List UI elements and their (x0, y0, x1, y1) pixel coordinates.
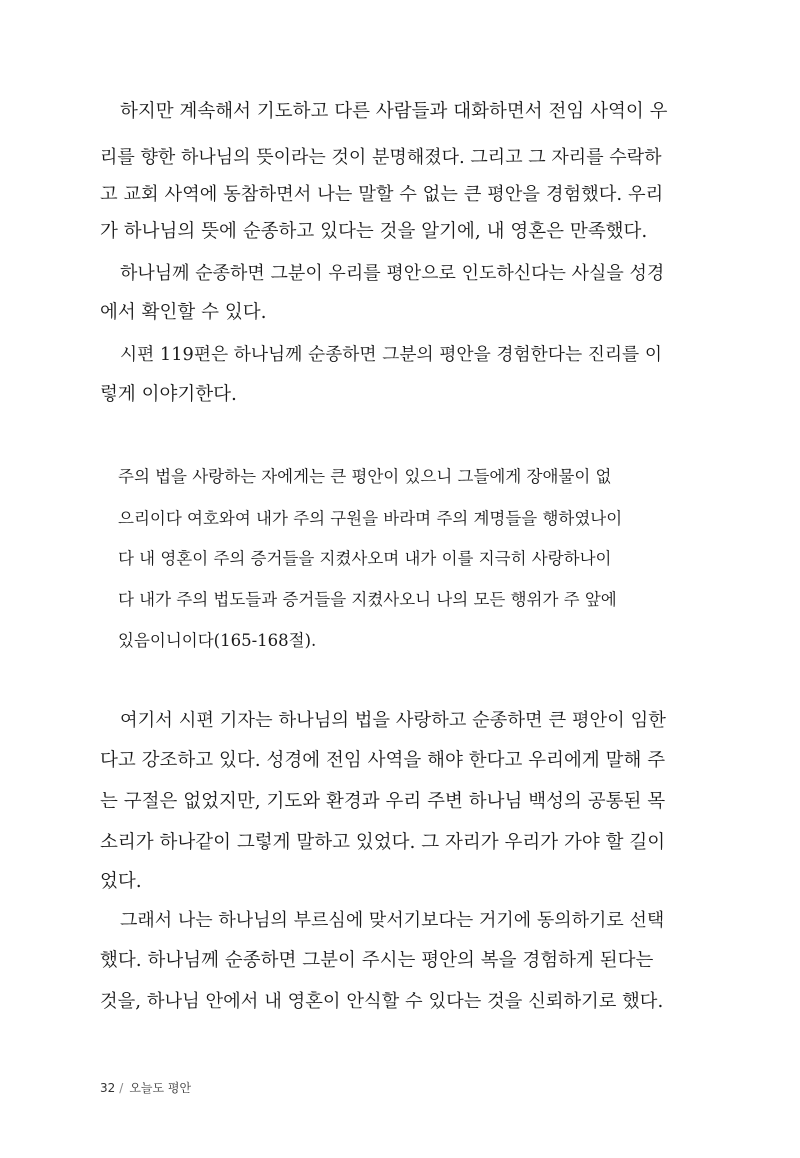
paragraph-4-line-2: 다고 강조하고 있다. 성경에 전임 사역을 해야 한다고 우리에게 말해 주 (100, 750, 666, 771)
paragraph-3-line-2: 렇게 이야기한다. (100, 384, 237, 405)
paragraph-3-line-1: 시편 119편은 하나님께 순종하면 그분의 평안을 경험한다는 진리를 이 (120, 345, 662, 365)
quote-line-3: 다 내 영혼이 주의 증거들을 지켰사오며 내가 이를 지극히 사랑하나이 (118, 549, 612, 568)
quote-line-5: 있음이니이다(165-168절). (118, 631, 317, 650)
book-title: 오늘도 평안 (129, 1081, 192, 1095)
paragraph-1-line-4: 가 하나님의 뜻에 순종하고 있다는 것을 알기에, 내 영혼은 만족했다. (100, 221, 648, 242)
paragraph-2-line-2: 에서 확인할 수 있다. (100, 302, 267, 323)
paragraph-5-line-2: 했다. 하나님께 순종하면 그분이 주시는 평안의 복을 경험하게 된다는 (100, 950, 654, 971)
quote-line-2: 으리이다 여호와여 내가 주의 구원을 바라며 주의 계명들을 행하였나이 (118, 509, 623, 528)
paragraph-4-line-4: 소리가 하나같이 그렇게 말하고 있었다. 그 자리가 우리가 가야 할 길이 (100, 832, 666, 853)
paragraph-4-line-3: 는 구절은 없었지만, 기도와 환경과 우리 주변 하나님 백성의 공통된 목 (100, 791, 666, 812)
paragraph-5-line-1: 그래서 나는 하나님의 부르심에 맞서기보다는 거기에 동의하기로 선택 (120, 910, 665, 931)
paragraph-1-line-3: 고 교회 사역에 동참하면서 나는 말할 수 없는 큰 평안을 경험했다. 우리 (100, 184, 664, 205)
quote-line-4: 다 내가 주의 법도들과 증거들을 지켰사오니 나의 모든 행위가 주 앞에 (118, 590, 617, 609)
paragraph-4-line-1: 여기서 시편 기자는 하나님의 법을 사랑하고 순종하면 큰 평안이 임한 (120, 710, 666, 731)
footer-separator: / (119, 1081, 124, 1095)
paragraph-1-line-2: 리를 향한 하나님의 뜻이라는 것이 분명해졌다. 그리고 그 자리를 수락하 (100, 147, 662, 168)
page-footer (100, 1079, 191, 1096)
paragraph-2-line-1: 하나님께 순종하면 그분이 우리를 평안으로 인도하신다는 사실을 성경 (120, 263, 665, 284)
paragraph-5-line-3: 것을, 하나님 안에서 내 영혼이 안식할 수 있다는 것을 신뢰하기로 했다. (100, 991, 664, 1012)
paragraph-1-line-1: 하지만 계속해서 기도하고 다른 사람들과 대화하면서 전임 사역이 우 (120, 101, 668, 122)
paragraph-4-line-5: 었다. (100, 871, 142, 892)
page-number: 32 (100, 1081, 116, 1095)
quote-line-1: 주의 법을 사랑하는 자에게는 큰 평안이 있으니 그들에게 장애물이 없 (118, 467, 612, 486)
